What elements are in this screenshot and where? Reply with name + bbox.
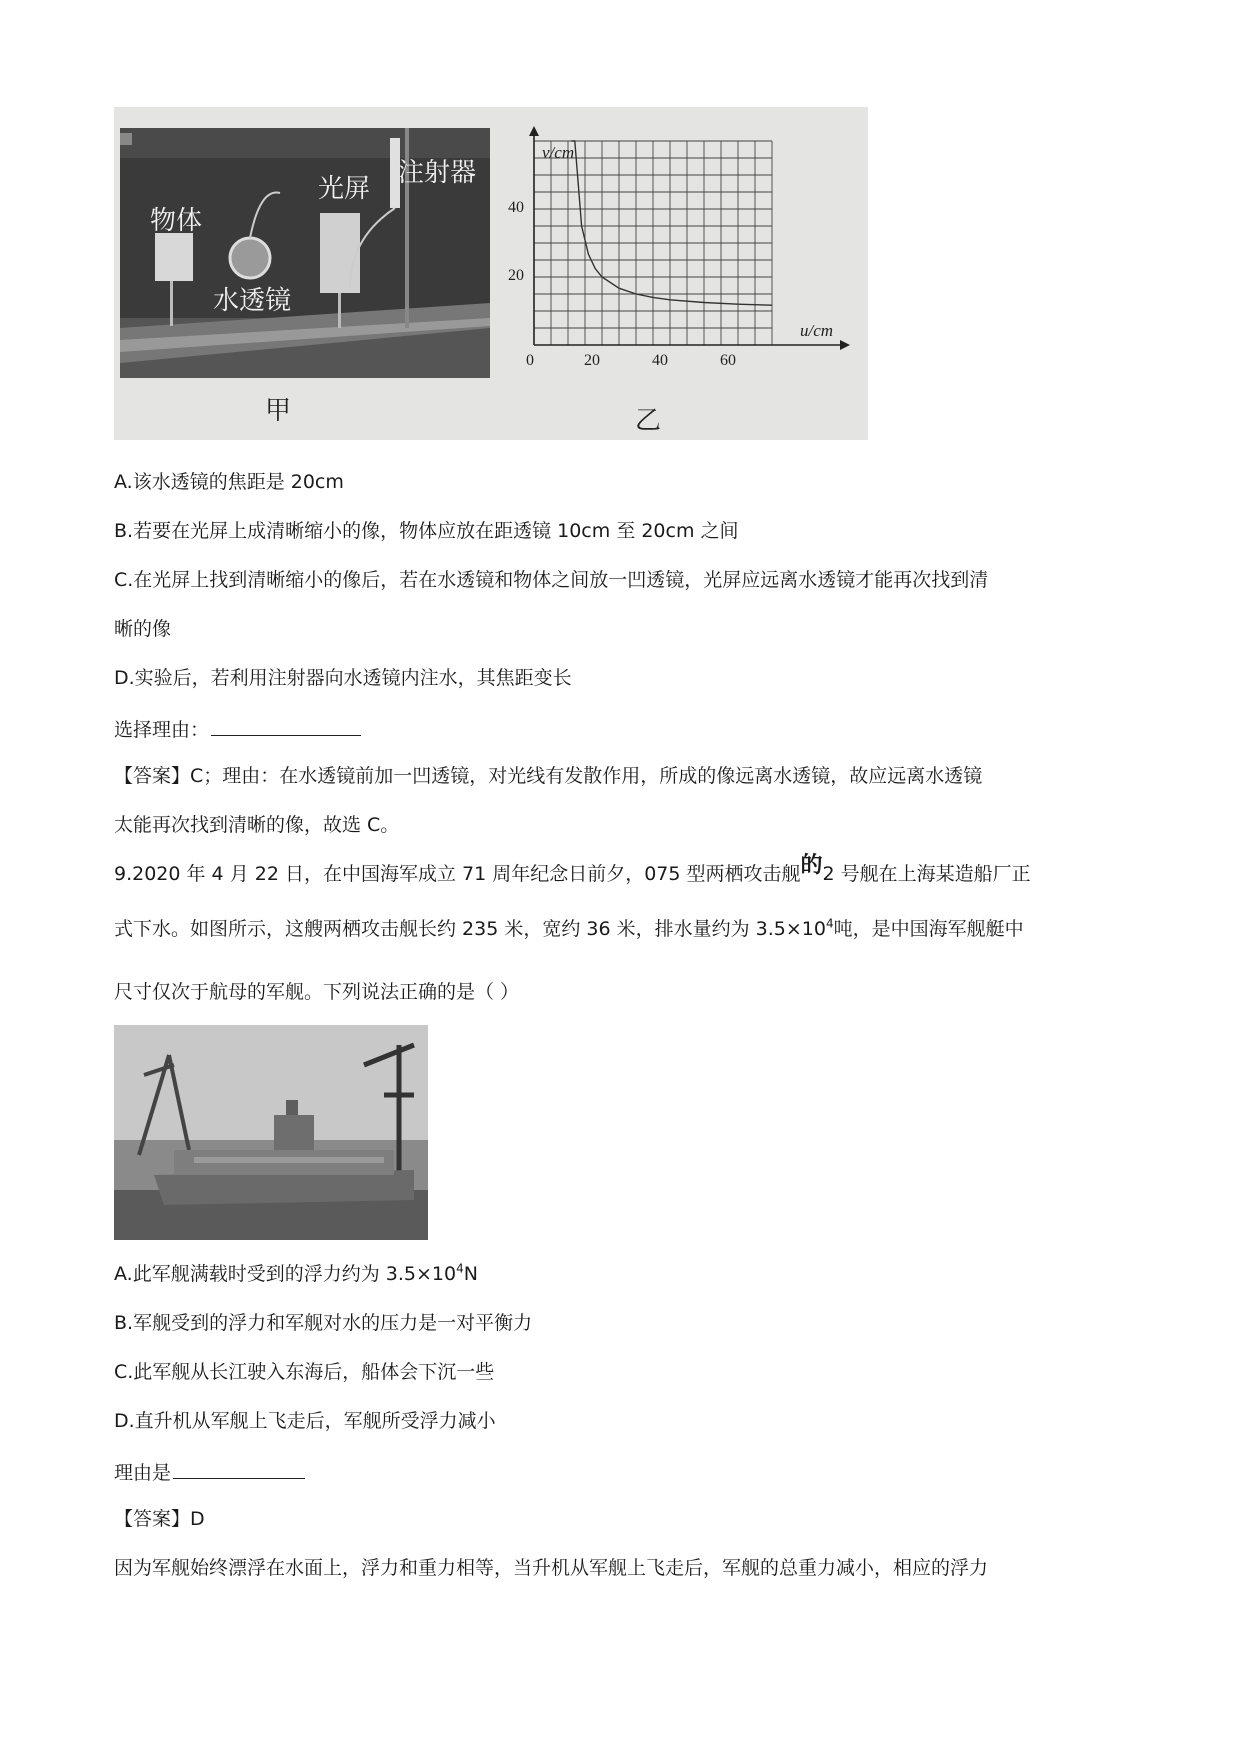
- figure-caption-right: 乙: [635, 406, 662, 436]
- q8-answer-line2: 太能再次找到清晰的像，故选 C。: [114, 814, 400, 836]
- x-axis-arrow-icon: [840, 340, 850, 350]
- q8-reason-row: [114, 715, 361, 742]
- q9-option-d: D.直升机从军舰上飞走后，军舰所受浮力减小: [114, 1410, 496, 1432]
- q8-reason-blank: [211, 715, 361, 736]
- object-board-icon: [155, 233, 193, 281]
- q9-explanation: 因为军舰始终漂浮在水面上，浮力和重力相等，当升机从军舰上飞走后，军舰的总重力减小，相应的浮力: [114, 1557, 989, 1579]
- q8-answer-line1: 【答案】C；理由：在水透镜前加一凹透镜，对光线有发散作用，所成的像远离水透镜，故应远离水透镜: [114, 765, 983, 787]
- q9-stem-line1: 9.2020 年 4 月 22 日，在中国海军成立 71 周年纪念日前夕，075 型两栖攻击舰的2 号舰在上海某造船厂正: [114, 853, 1031, 885]
- photo-label-water-lens: 水透镜: [213, 286, 292, 316]
- q8-option-d: D.实验后，若利用注射器向水透镜内注水，其焦距变长: [114, 667, 572, 689]
- q9-reason-label: 理由是: [114, 1462, 172, 1484]
- light-screen-icon: [320, 213, 360, 293]
- q8-option-c-line1: C.在光屏上找到清晰缩小的像后，若在水透镜和物体之间放一凹透镜，光屏应远离水透镜才能再次找到清: [114, 569, 989, 591]
- x-axis-label: u/cm: [800, 321, 834, 340]
- q8-option-c-line2: 晰的像: [114, 618, 172, 640]
- q9-stem-line2: 式下水。如图所示，这艘两栖攻击舰长约 235 米，宽约 36 米，排水量约为 $3.5\times 10^4$吨，是中国海军舰艇中: [114, 916, 1024, 940]
- photo-label-object: 物体: [150, 206, 203, 236]
- image-distance-curve: [571, 141, 772, 305]
- q9-answer: 【答案】D: [114, 1508, 205, 1530]
- origin-label: 0: [526, 352, 534, 368]
- q9-stem-line3: 尺寸仅次于航母的军舰。下列说法正确的是（ ）: [114, 981, 520, 1003]
- photo-label-syringe: 注射器: [398, 158, 477, 188]
- q8-option-b: B.若要在光屏上成清晰缩小的像，物体应放在距透镜 10cm 至 20cm 之间: [114, 520, 739, 542]
- q9-option-b: B.军舰受到的浮力和军舰对水的压力是一对平衡力: [114, 1312, 533, 1334]
- q9-option-c: C.此军舰从长江驶入东海后，船体会下沉一些: [114, 1361, 495, 1383]
- x-tick-20: 20: [584, 352, 600, 368]
- q9-reason-blank: [173, 1458, 305, 1479]
- q9-reason-row: [114, 1458, 305, 1485]
- y-tick-40: 40: [508, 199, 524, 216]
- graph-grid: [534, 141, 772, 345]
- water-lens-icon: [230, 238, 270, 278]
- image-distance-graph: [500, 118, 860, 368]
- x-tick-40: 40: [652, 352, 668, 368]
- warship-photo: [114, 1025, 428, 1240]
- y-axis-label: v/cm: [542, 143, 575, 162]
- figure-caption-left: 甲: [265, 396, 292, 426]
- y-axis-arrow-icon: [529, 126, 539, 136]
- q8-option-a: A.该水透镜的焦距是 20cm: [114, 471, 344, 493]
- q8-reason-label: 选择理由：: [114, 719, 210, 741]
- y-tick-20: 20: [508, 267, 524, 284]
- x-tick-60: 60: [720, 352, 736, 368]
- q9-option-a: A.此军舰满载时受到的浮力约为 $3.5\times 10^4N$: [114, 1261, 478, 1285]
- photo-label-screen: 光屏: [318, 174, 371, 204]
